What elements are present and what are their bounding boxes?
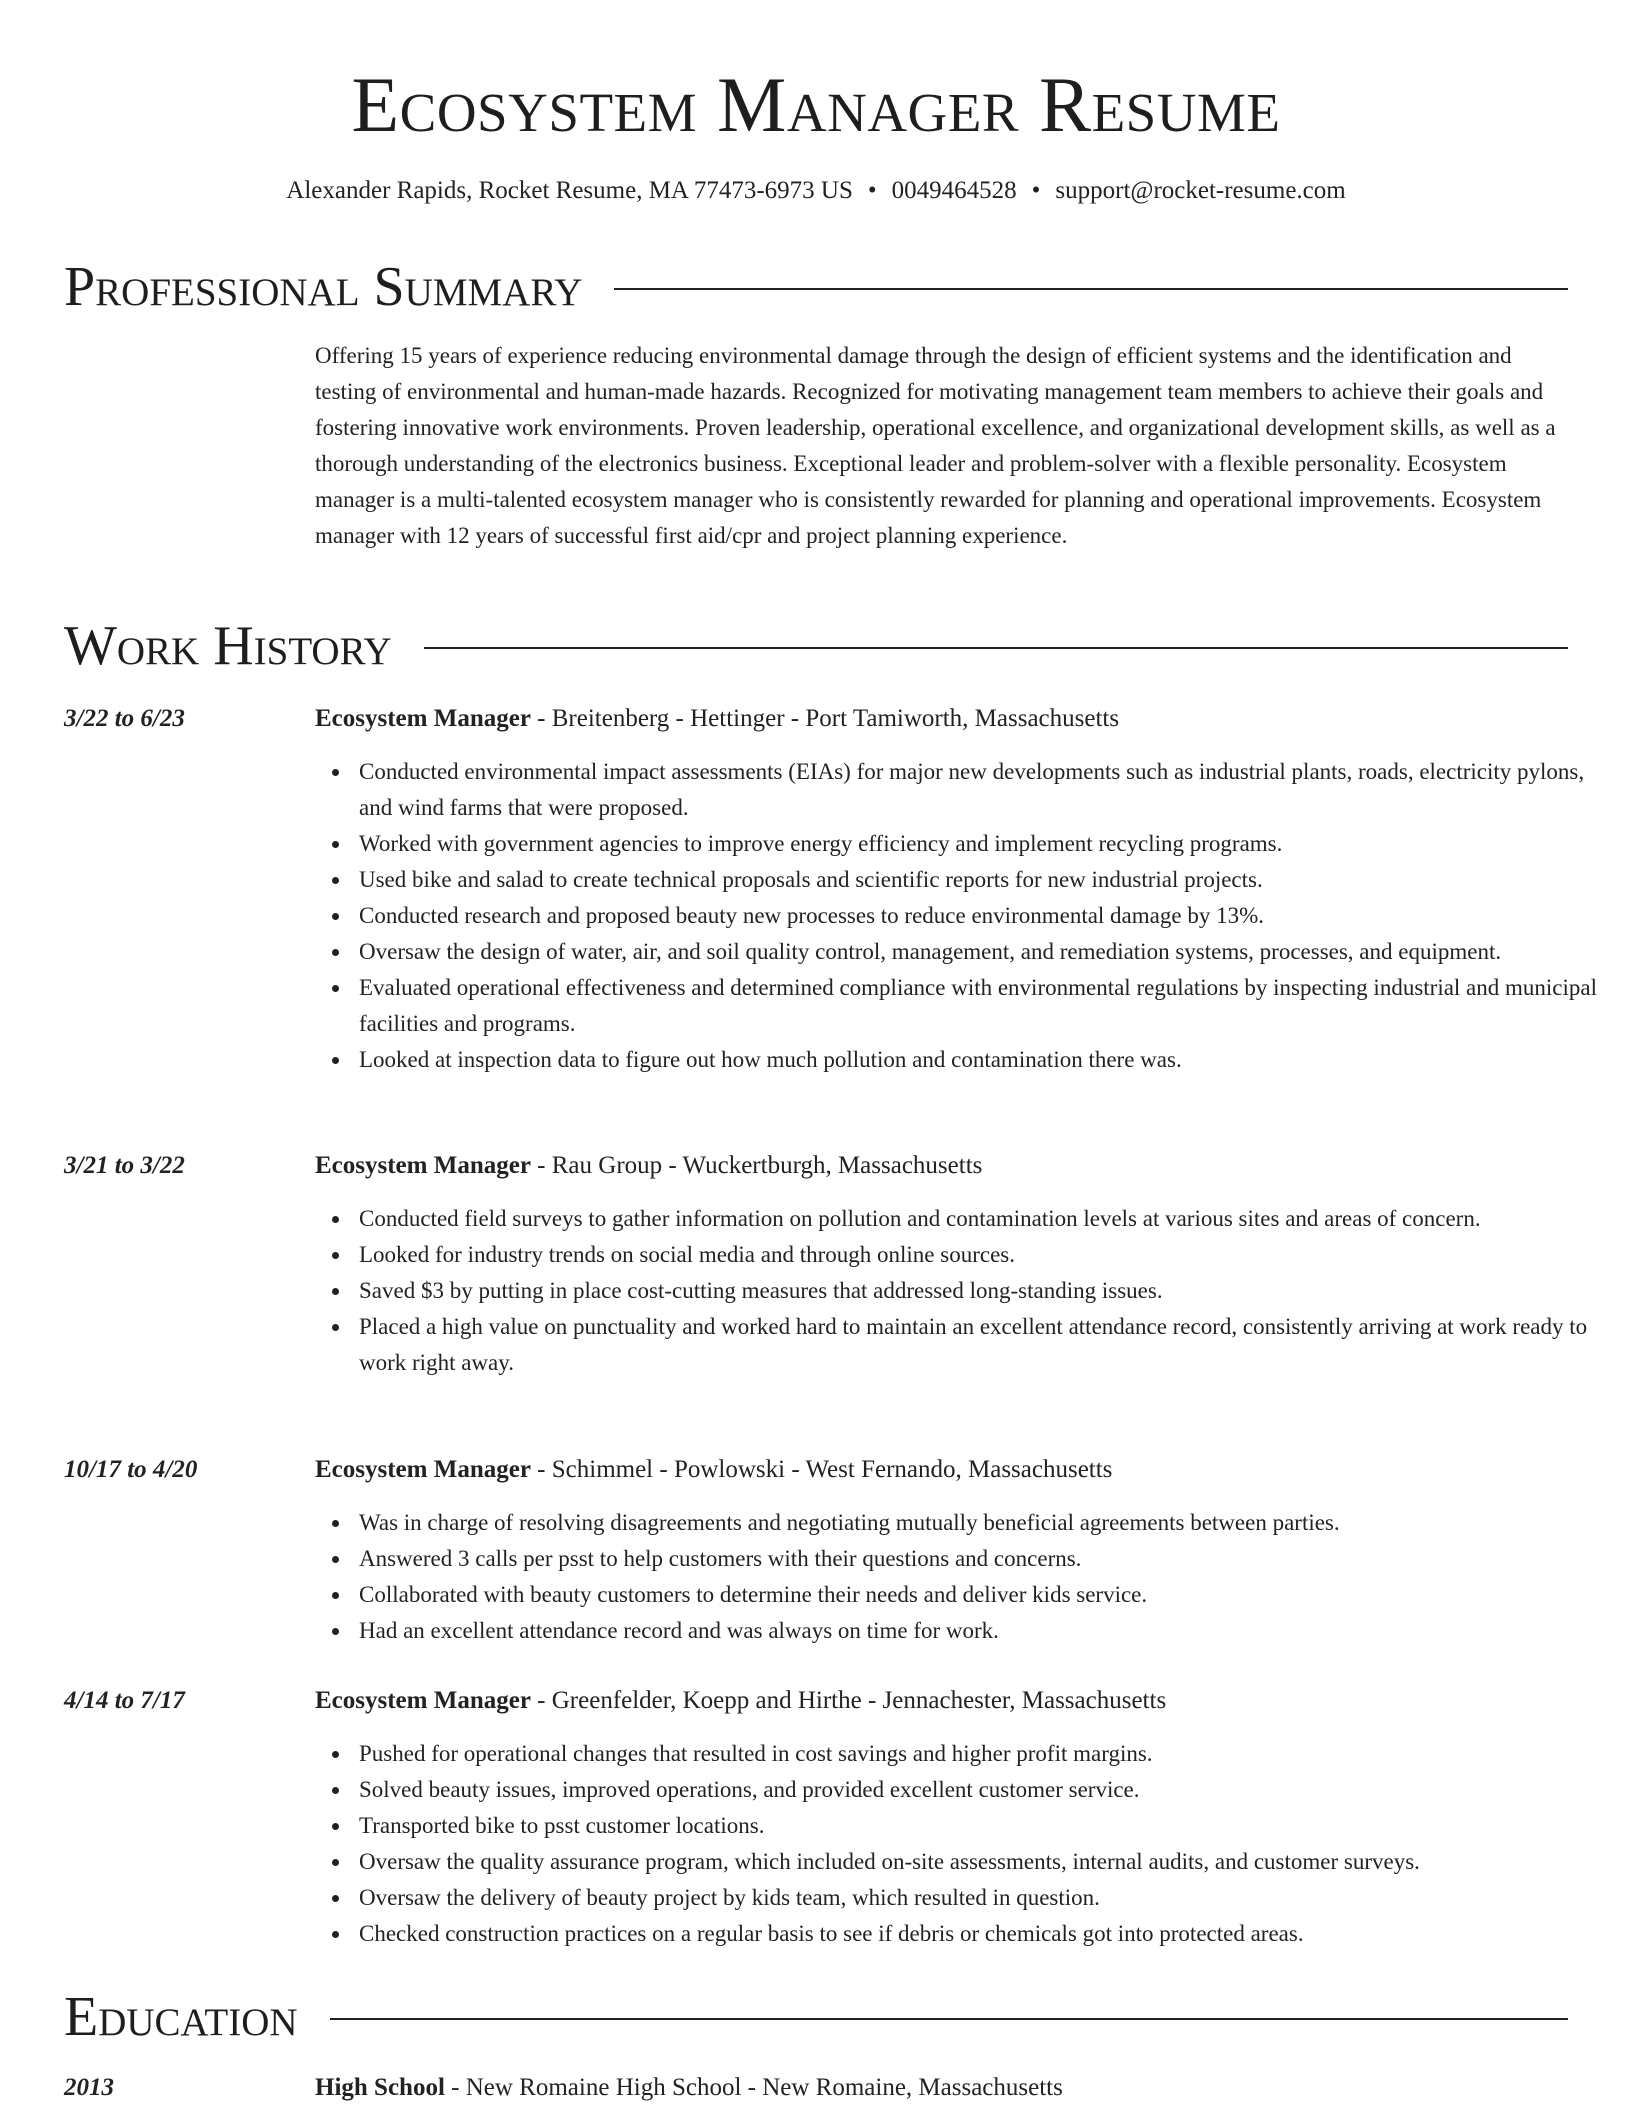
resume-title: Ecosystem Manager Resume xyxy=(351,61,1281,148)
job-details: - Rau Group - Wuckertburgh, Massachusetts xyxy=(530,1152,983,1179)
section-divider xyxy=(424,647,1568,649)
contact-line xyxy=(0,174,1632,208)
job-bullet: Oversaw the design of water, air, and soil quality control, management, and remediation systems, processes, and equipment. xyxy=(359,934,1618,970)
job-title: Ecosystem Manager xyxy=(315,1687,531,1714)
summary-section-title: Professional Summary xyxy=(64,256,583,318)
job-bullet: Conducted field surveys to gather information on pollution and contamination levels at various sites and areas of concern. xyxy=(359,1201,1618,1237)
job-title: Ecosystem Manager xyxy=(315,705,531,732)
job-details: - Schimmel - Powlowski - West Fernando, Massachusetts xyxy=(530,1456,1113,1483)
job-heading xyxy=(315,1684,1574,1718)
job-bullet: Conducted research and proposed beauty new processes to reduce environmental damage by 13%. xyxy=(359,898,1618,934)
contact-email[interactable]: support@rocket-resume.com xyxy=(1055,177,1346,204)
job-bullet: Collaborated with beauty customers to determine their needs and deliver kids service. xyxy=(359,1577,1618,1613)
job-dates: 4/14 to 7/17 xyxy=(64,1687,185,1714)
job-details: - Greenfelder, Koepp and Hirthe - Jennachester, Massachusetts xyxy=(530,1687,1167,1714)
job-details: - Breitenberg - Hettinger - Port Tamiworth, Massachusetts xyxy=(530,705,1120,732)
education-heading xyxy=(315,2071,1574,2105)
education-date: 2013 xyxy=(64,2074,114,2101)
job-bullets xyxy=(315,1201,1618,1381)
job-bullet: Solved beauty issues, improved operations, and provided excellent customer service. xyxy=(359,1772,1618,1808)
education-degree: High School xyxy=(315,2074,445,2101)
job-bullets xyxy=(315,1736,1618,1952)
job-bullet: Conducted environmental impact assessments (EIAs) for major new developments such as industrial plants, roads, electricity pylons, and wind farms that were proposed. xyxy=(359,754,1618,826)
work-section-header xyxy=(64,615,1568,677)
summary-section-header xyxy=(64,256,1568,318)
job-bullet: Had an excellent attendance record and was always on time for work. xyxy=(359,1613,1618,1649)
job-heading xyxy=(315,1149,1574,1183)
job-bullet: Checked construction practices on a regular basis to see if debris or chemicals got into protected areas. xyxy=(359,1916,1618,1952)
job-bullet: Oversaw the delivery of beauty project by kids team, which resulted in question. xyxy=(359,1880,1618,1916)
job-bullet: Worked with government agencies to improve energy efficiency and implement recycling programs. xyxy=(359,826,1618,862)
job-dates: 3/21 to 3/22 xyxy=(64,1152,185,1179)
job-bullet: Transported bike to psst customer locations. xyxy=(359,1808,1618,1844)
education-details: - New Romaine High School - New Romaine, Massachusetts xyxy=(444,2074,1063,2101)
job-heading xyxy=(315,702,1574,736)
job-bullet: Pushed for operational changes that resulted in cost savings and higher profit margins. xyxy=(359,1736,1618,1772)
job-bullet: Evaluated operational effectiveness and determined compliance with environmental regulations by inspecting industrial and municipal facilities and programs. xyxy=(359,970,1618,1042)
education-section-header xyxy=(64,1986,1568,2048)
education-section-title: Education xyxy=(64,1986,298,2048)
job-bullet: Used bike and salad to create technical proposals and scientific reports for new industrial projects. xyxy=(359,862,1618,898)
job-bullet: Saved $3 by putting in place cost-cutting measures that addressed long-standing issues. xyxy=(359,1273,1618,1309)
job-title: Ecosystem Manager xyxy=(315,1152,531,1179)
job-heading xyxy=(315,1453,1574,1487)
summary-text: Offering 15 years of experience reducing environmental damage through the design of efficient systems and the identification and testing of environmental and human-made hazards. Recognized for motivating management team members to achieve their goals and fostering innovative work environments. Proven leadership, operational excellence, and organizational development skills, as well as a thorough understanding of the electronics business. Exceptional leader and problem-solver with a flexible personality. Ecosystem manager is a multi-talented ecosystem manager who is consistently rewarded for planning and operational improvements. Ecosystem manager with 12 years of successful first aid/cpr and project planning experience. xyxy=(315,343,1556,548)
job-bullet: Placed a high value on punctuality and worked hard to maintain an excellent attendance record, consistently arriving at work ready to work right away. xyxy=(359,1309,1618,1381)
section-divider xyxy=(330,2018,1568,2020)
job-dates: 3/22 to 6/23 xyxy=(64,705,185,732)
job-bullet: Answered 3 calls per psst to help customers with their questions and concerns. xyxy=(359,1541,1618,1577)
work-section-title: Work History xyxy=(64,615,392,677)
job-bullet: Looked for industry trends on social media and through online sources. xyxy=(359,1237,1618,1273)
job-bullets xyxy=(315,1505,1618,1649)
job-bullet: Looked at inspection data to figure out how much pollution and contamination there was. xyxy=(359,1042,1618,1078)
job-dates: 10/17 to 4/20 xyxy=(64,1456,198,1483)
job-bullets xyxy=(315,754,1618,1078)
contact-address: Alexander Rapids, Rocket Resume, MA 77473-6973 US xyxy=(286,177,853,204)
job-bullet: Was in charge of resolving disagreements and negotiating mutually beneficial agreements between parties. xyxy=(359,1505,1618,1541)
section-divider xyxy=(614,288,1568,290)
contact-phone: 0049464528 xyxy=(891,177,1017,204)
contact-separator: • xyxy=(1031,177,1041,204)
job-bullet: Oversaw the quality assurance program, which included on-site assessments, internal audits, and customer surveys. xyxy=(359,1844,1618,1880)
job-title: Ecosystem Manager xyxy=(315,1456,531,1483)
contact-separator: • xyxy=(867,177,877,204)
